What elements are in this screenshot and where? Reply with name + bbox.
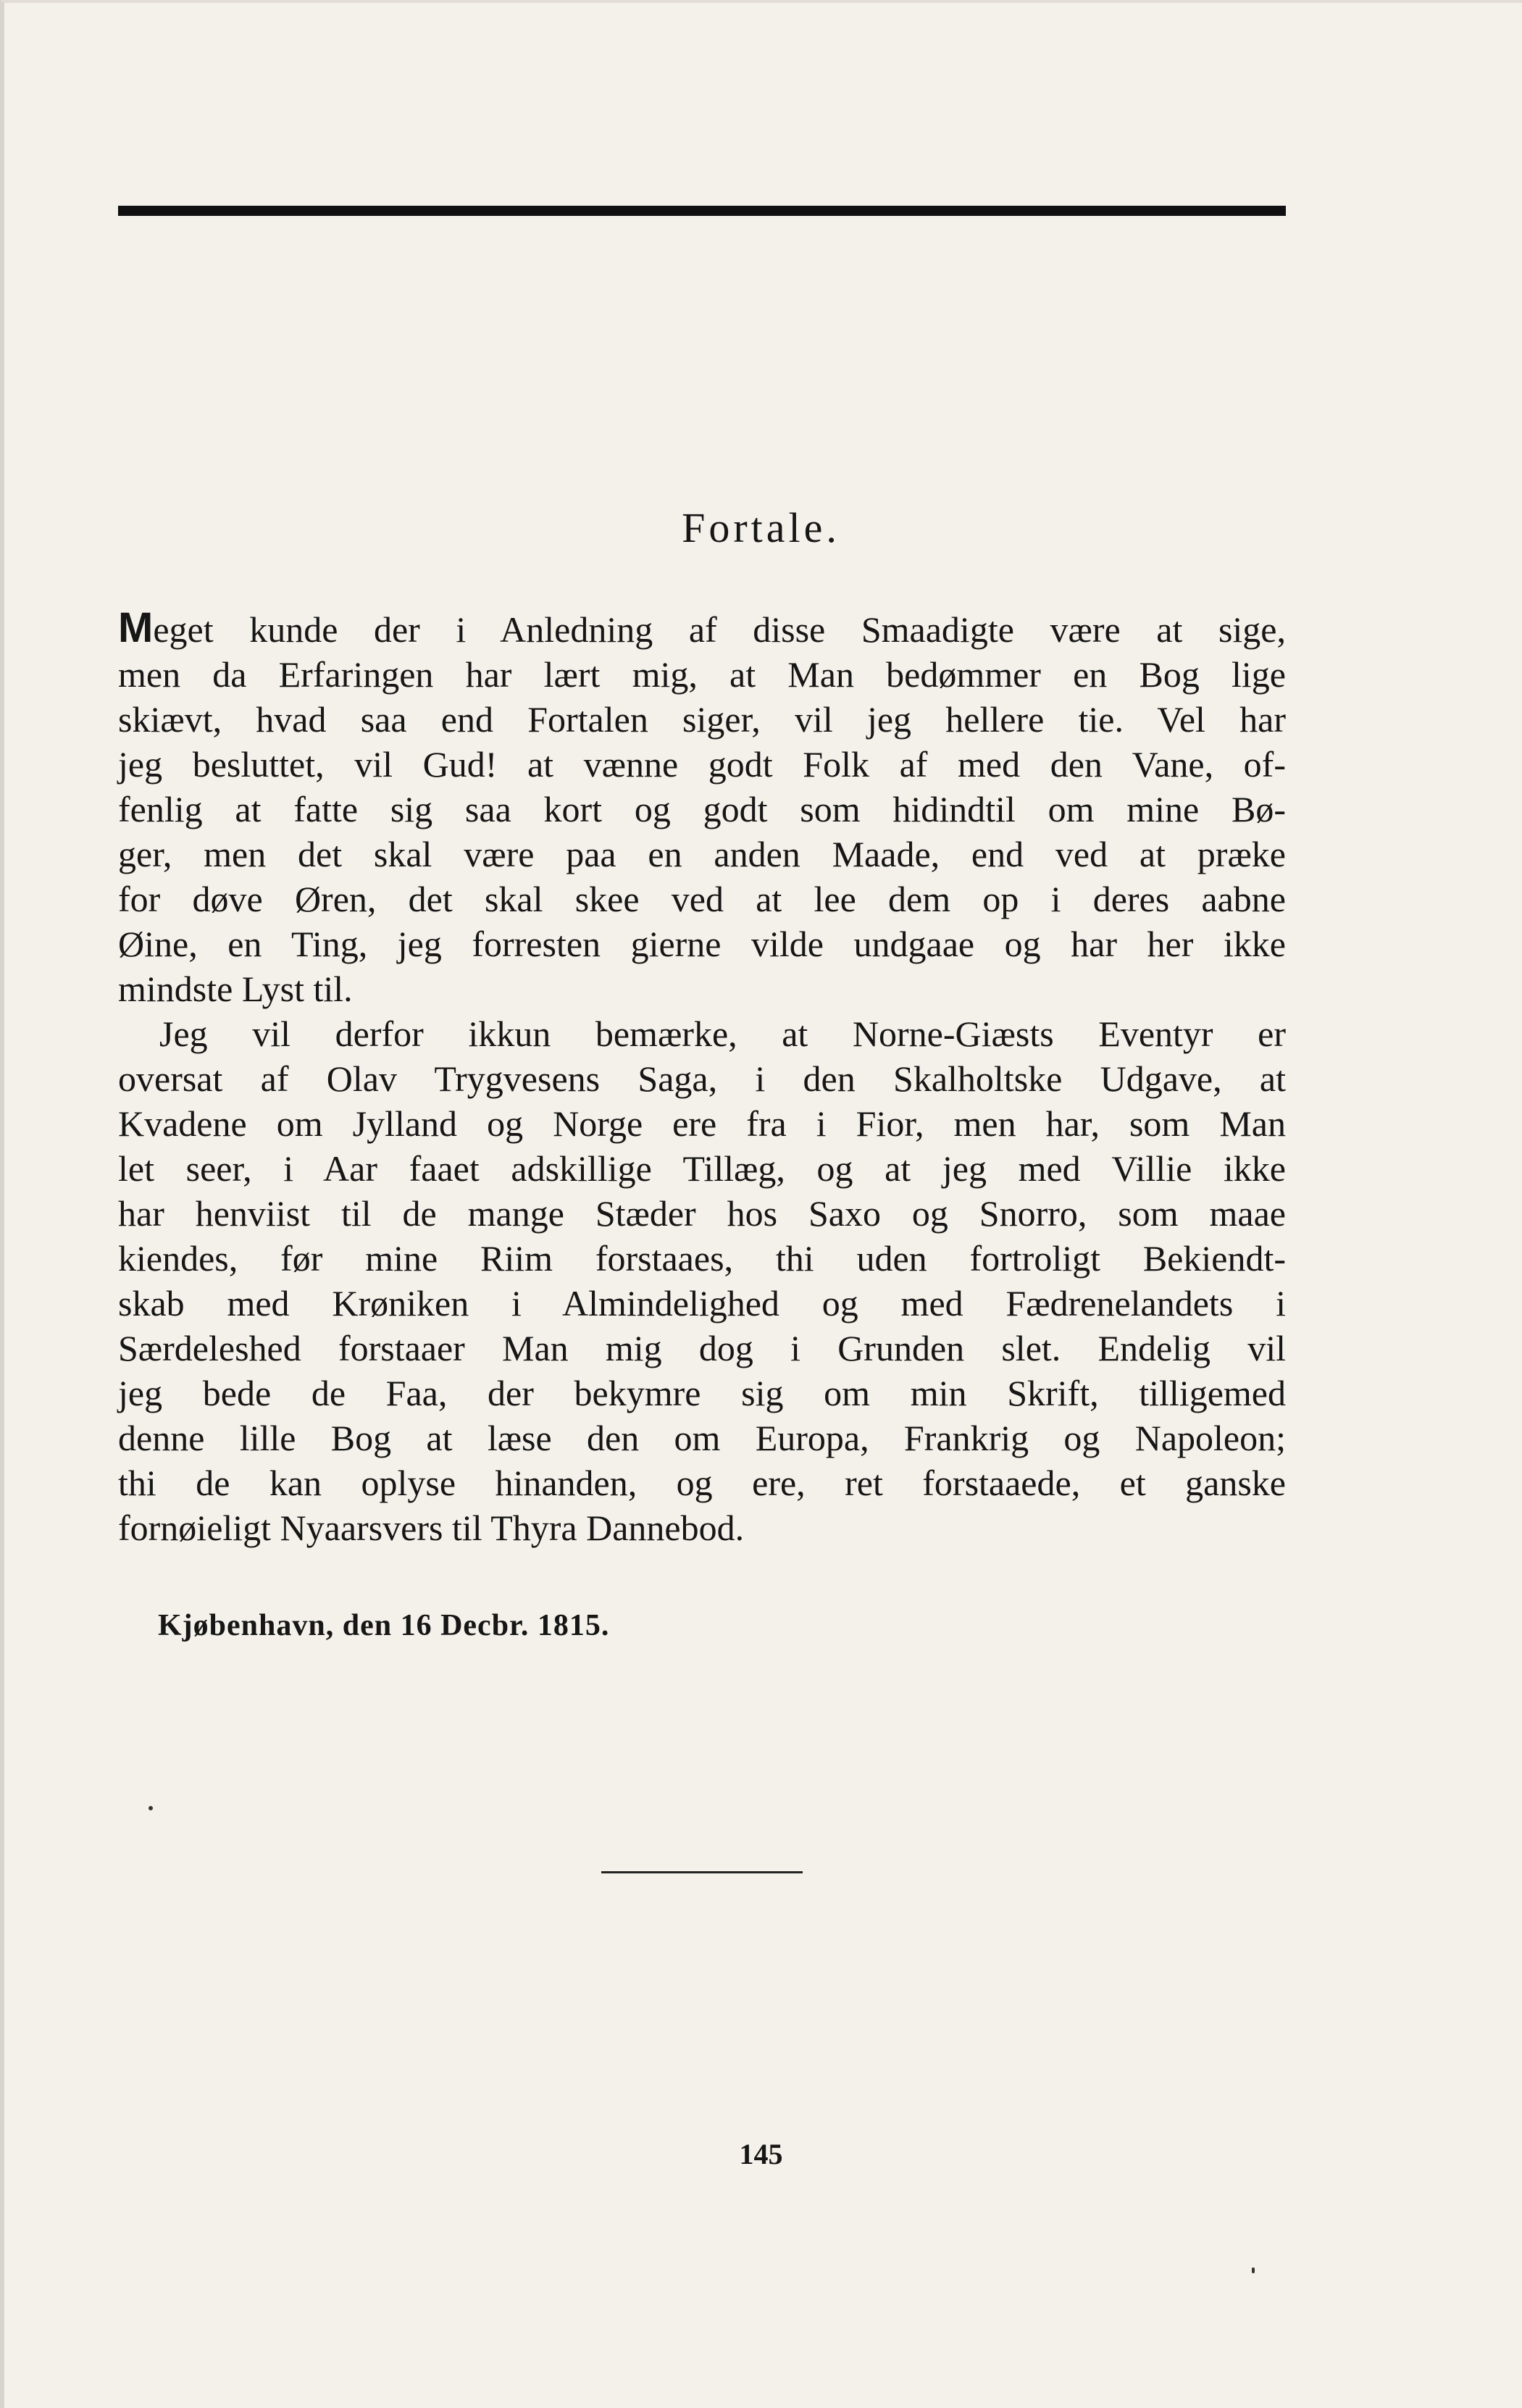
bottom-rule: [601, 1871, 803, 1873]
text-line: Særdeleshed forstaaer Man mig dog i Grunden slet. Endelig vil: [118, 1328, 1286, 1368]
text-line: men da Erfaringen har lært mig, at Man bedømmer en Bog lige: [118, 654, 1286, 695]
text-line: thi de kan oplyse hinanden, og ere, ret forstaaede, et ganske: [118, 1463, 1286, 1503]
text-line: Jeg vil derfor ikkun bemærke, at Norne-Giæsts Eventyr er: [159, 1013, 1286, 1054]
text-line: kiendes, før mine Riim forstaaes, thi uden fortroligt Bekiendt-: [118, 1238, 1286, 1279]
line-text: eget kunde der i Anledning af disse Smaadigte være at sige,: [153, 609, 1286, 650]
page-title: Fortale.: [682, 504, 840, 551]
text-line: let seer, i Aar faaet adskillige Tillæg, og at jeg med Villie ikke: [118, 1148, 1286, 1189]
text-line: jeg besluttet, vil Gud! at vænne godt Folk af med den Vane, of-: [118, 744, 1286, 785]
text-line: fornøieligt Nyaarsvers til Thyra Dannebod.: [118, 1508, 745, 1548]
text-line: ger, men det skal være paa en anden Maade, end ved at præke: [118, 834, 1286, 874]
text-line: jeg bede de Faa, der bekymre sig om min Skrift, tilligemed: [118, 1373, 1286, 1413]
text-line: skiævt, hvad saa end Fortalen siger, vil jeg hellere tie. Vel har: [118, 699, 1286, 740]
page-number: 145: [739, 2138, 783, 2170]
text-line: for døve Øren, det skal skee ved at lee dem op i deres aabne: [118, 879, 1286, 919]
text-line: fenlig at fatte sig saa kort og godt som hidindtil om mine Bø-: [118, 789, 1286, 829]
text-line: Øine, en Ting, jeg forresten gierne vilde undgaae og har her ikke: [118, 924, 1286, 964]
text-line: denne lille Bog at læse den om Europa, Frankrig og Napoleon;: [118, 1418, 1286, 1458]
paragraph-2: [118, 1011, 1286, 1550]
print-speck: [149, 1806, 153, 1810]
text-line: Kvadene om Jylland og Norge ere fra i Fior, men har, som Man: [118, 1103, 1286, 1144]
text-line: [118, 606, 1286, 652]
text-line: har henviist til de mange Stæder hos Saxo og Snorro, som maae: [118, 1193, 1286, 1234]
text-line: oversat af Olav Trygvesens Saga, i den Skalholtske Udgave, at: [118, 1058, 1286, 1099]
paragraph-1: [118, 606, 1286, 1011]
dateline: Kjøbenhavn, den 16 Decbr. 1815.: [158, 1609, 610, 1642]
top-rule: [118, 206, 1286, 216]
text-line: skab med Krøniken i Almindelighed og med Fædrenelandets i: [118, 1283, 1286, 1324]
body-text: [118, 606, 1286, 1550]
print-speck: [1252, 2267, 1255, 2273]
text-line: mindste Lyst til.: [118, 969, 353, 1009]
drop-cap: M: [118, 604, 154, 651]
